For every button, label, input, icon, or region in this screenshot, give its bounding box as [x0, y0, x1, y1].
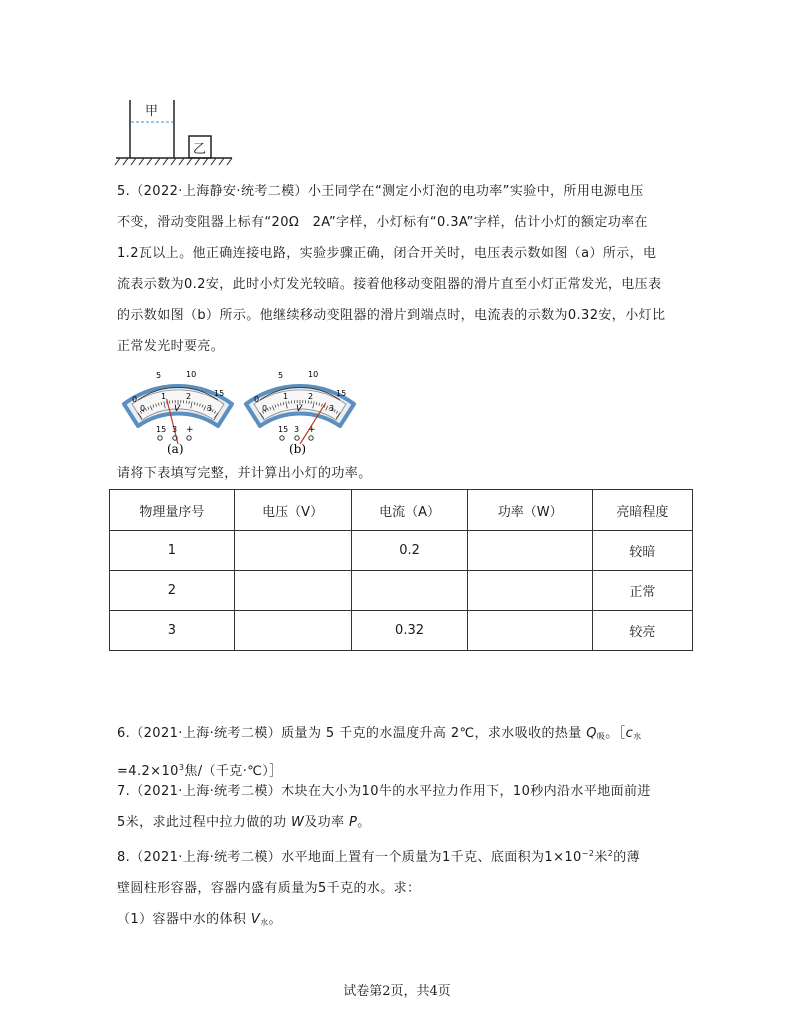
table-cell[interactable] — [234, 571, 351, 611]
lower-tick-0: 0 — [262, 404, 268, 413]
table-row — [110, 531, 693, 571]
upper-tick-15: 15 — [336, 389, 347, 398]
q5-line-1: 5.（2022·上海静安·统考二模）小王同学在“测定小灯泡的电功率”实验中，所用电源电压 — [117, 184, 644, 199]
upper-tick-0: 0 — [132, 395, 138, 404]
table-cell: 较亮 — [592, 611, 692, 651]
container-figure — [112, 96, 236, 166]
table-row — [110, 571, 693, 611]
terminal-dot-3 — [295, 436, 299, 440]
header-cell: 物理量序号 — [110, 490, 235, 531]
lower-tick-1: 1 — [161, 392, 167, 401]
table-cell[interactable] — [468, 531, 592, 571]
table-cell[interactable] — [234, 611, 351, 651]
lower-tick-3: 3 — [207, 404, 213, 413]
question-7 — [117, 776, 687, 838]
terminal-3: 3 — [172, 425, 178, 434]
voltmeter-a — [118, 362, 238, 458]
lower-tick-3: 3 — [329, 404, 335, 413]
q5-line-3: 1.2瓦以上。他正确连接电路，实验步骤正确，闭合开关时，电压表示数如图（a）所示，电 — [117, 246, 657, 261]
label-jia: 甲 — [145, 104, 159, 119]
question-5 — [117, 176, 687, 362]
table-cell[interactable] — [468, 571, 592, 611]
container-jia — [130, 100, 174, 158]
table-cell: 2 — [110, 571, 235, 611]
voltmeter-b — [240, 362, 360, 458]
q5-line-5: 的示数如图（b）所示。他继续移动变阻器的滑片到端点时，电流表的示数为0.32安，小灯比 — [117, 308, 666, 323]
header-cell: 电压（V） — [234, 490, 351, 531]
header-cell: 功率（W） — [468, 490, 592, 531]
q8-line-2: 壁圆柱形容器，容器内盛有质量为5千克的水。求： — [117, 881, 421, 896]
lower-tick-2: 2 — [186, 392, 192, 401]
ground-hatch — [115, 158, 232, 165]
table-row — [110, 611, 693, 651]
measurement-table — [109, 489, 693, 651]
table-cell: 1 — [110, 531, 235, 571]
terminal-15: 15 — [278, 425, 289, 434]
upper-tick-0: 0 — [254, 395, 260, 404]
q5-line-4: 流表示数为0.2安，此时小灯发光较暗。接着他移动变阻器的滑片直至小灯正常发光，电压表 — [117, 277, 662, 292]
terminal-3: 3 — [294, 425, 300, 434]
table-cell: 正常 — [592, 571, 692, 611]
q7-line-1: 7.（2021·上海·统考二模）木块在大小为10牛的水平拉力作用下，10秒内沿水平地面前进 — [117, 784, 651, 799]
lower-tick-1: 1 — [283, 392, 289, 401]
upper-tick-10: 10 — [308, 370, 319, 379]
header-cell: 电流（A） — [351, 490, 468, 531]
table-cell: 0.2 — [351, 531, 468, 571]
question-8 — [117, 838, 687, 938]
caption-a: (a) — [167, 442, 184, 456]
q7-line-2: 5米，求此过程中拉力做的功 W及功率 P。 — [117, 815, 371, 830]
terminal-plus: + — [186, 425, 194, 435]
q6-line-2: $=4.2\times 10^3$焦/（千克·℃）］ — [117, 763, 283, 779]
q8-sub-1: （1）容器中水的体积 $V_水$。 — [117, 912, 282, 927]
terminal-dot-15 — [280, 436, 284, 440]
caption-b: (b) — [289, 442, 307, 456]
upper-tick-15: 15 — [214, 389, 225, 398]
terminal-15: 15 — [156, 425, 167, 434]
meter-unit: V — [174, 404, 181, 414]
page-footer: 试卷第2页，共4页 — [343, 984, 451, 999]
table-cell[interactable] — [351, 571, 468, 611]
table-cell[interactable] — [234, 531, 351, 571]
terminal-dot-plus — [187, 436, 191, 440]
q6-line-1: 6.（2021·上海·统考二模）质量为 5 千克的水温度升高 2℃，求水吸收的热量 $Q_吸$。$[c_水$ — [117, 726, 642, 741]
table-instruction: 请将下表填写完整，并计算出小灯的功率。 — [117, 466, 372, 481]
terminal-plus: + — [308, 425, 316, 435]
table-cell: 3 — [110, 611, 235, 651]
header-cell: 亮暗程度 — [592, 490, 692, 531]
table-cell: 较暗 — [592, 531, 692, 571]
table-header-row — [110, 490, 693, 531]
upper-tick-5: 5 — [156, 371, 162, 380]
table-cell[interactable] — [468, 611, 592, 651]
meter-unit: V — [296, 404, 303, 414]
terminal-dot-15 — [158, 436, 162, 440]
lower-tick-2: 2 — [308, 392, 314, 401]
terminal-dot-plus — [309, 436, 313, 440]
upper-tick-10: 10 — [186, 370, 197, 379]
block-yi — [189, 136, 211, 158]
label-yi: 乙 — [193, 142, 207, 157]
lower-tick-0: 0 — [140, 404, 146, 413]
q8-line-1: 8.（2021·上海·统考二模）水平地面上置有一个质量为1千克、底面积为$1\times 10^{-2}$米$^2$的薄 — [117, 849, 641, 865]
table-cell: 0.32 — [351, 611, 468, 651]
upper-tick-5: 5 — [278, 371, 284, 380]
q5-line-6: 正常发光时要亮。 — [117, 339, 225, 354]
q5-line-2: 不变，滑动变阻器上标有“20Ω 2A”字样，小灯标有“0.3A”字样，估计小灯的额定功率在 — [117, 215, 648, 230]
